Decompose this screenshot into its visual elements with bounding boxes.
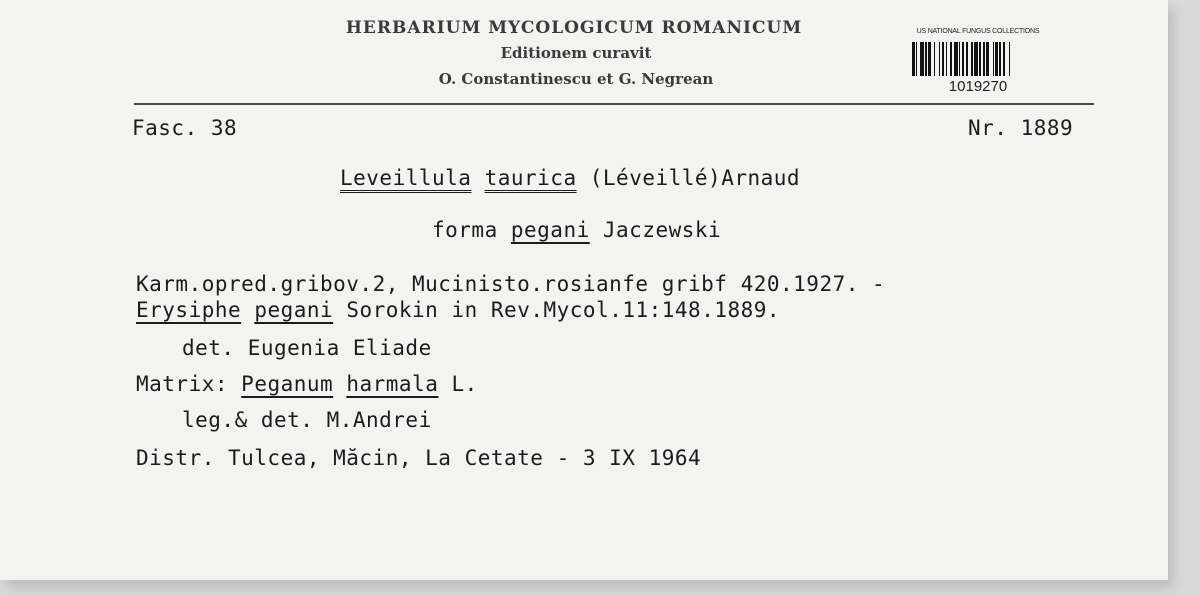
- collection-title: HERBARIUM MYCOLOGICUM ROMANICUM: [345, 18, 803, 38]
- reference-line: Karm.opred.gribov.2, Mucinisto.rosianfe gribf 420.1927. -: [136, 272, 886, 296]
- synonym-genus: Erysiphe: [136, 298, 242, 322]
- locality: Distr. Tulcea, Măcin, La Cetate - 3 IX 1964: [136, 446, 702, 470]
- taxon-name: [340, 166, 800, 190]
- taxon-author: (Léveillé)Arnaud: [589, 166, 801, 190]
- matrix-label: Matrix:: [136, 372, 229, 396]
- barcode-number: 1019270: [948, 78, 1008, 95]
- matrix-line: [136, 372, 478, 396]
- determiner: det. Eugenia Eliade: [182, 336, 432, 360]
- forma-author: Jaczewski: [602, 218, 722, 242]
- fascicle-number: Fasc. 38: [132, 116, 238, 140]
- forma: [432, 218, 721, 242]
- barcode-bar: [1010, 42, 1013, 76]
- taxon-species: taurica: [484, 166, 577, 190]
- barcode: [900, 28, 1056, 100]
- header-divider: [134, 103, 1094, 105]
- forma-epithet: pegani: [510, 218, 590, 242]
- forma-word: forma: [432, 218, 498, 242]
- synonym-species: pegani: [254, 298, 334, 322]
- matrix-author: L.: [451, 372, 478, 396]
- collector: leg.& det. M.Andrei: [182, 408, 432, 432]
- synonym-reference: Sorokin in Rev.Mycol.11:148.1889.: [346, 298, 781, 322]
- matrix-species: harmala: [346, 372, 439, 396]
- editors: O. Constantinescu et G. Negrean: [438, 70, 714, 88]
- specimen-number: Nr. 1889: [968, 116, 1074, 140]
- synonym-line: [136, 298, 780, 322]
- matrix-genus: Peganum: [241, 372, 334, 396]
- barcode-institution: US NATIONAL FUNGUS COLLECTIONS: [916, 28, 1040, 35]
- barcode-bars: [912, 42, 1044, 76]
- edition-note: Editionem curavit: [500, 44, 652, 62]
- taxon-genus: Leveillula: [340, 166, 472, 190]
